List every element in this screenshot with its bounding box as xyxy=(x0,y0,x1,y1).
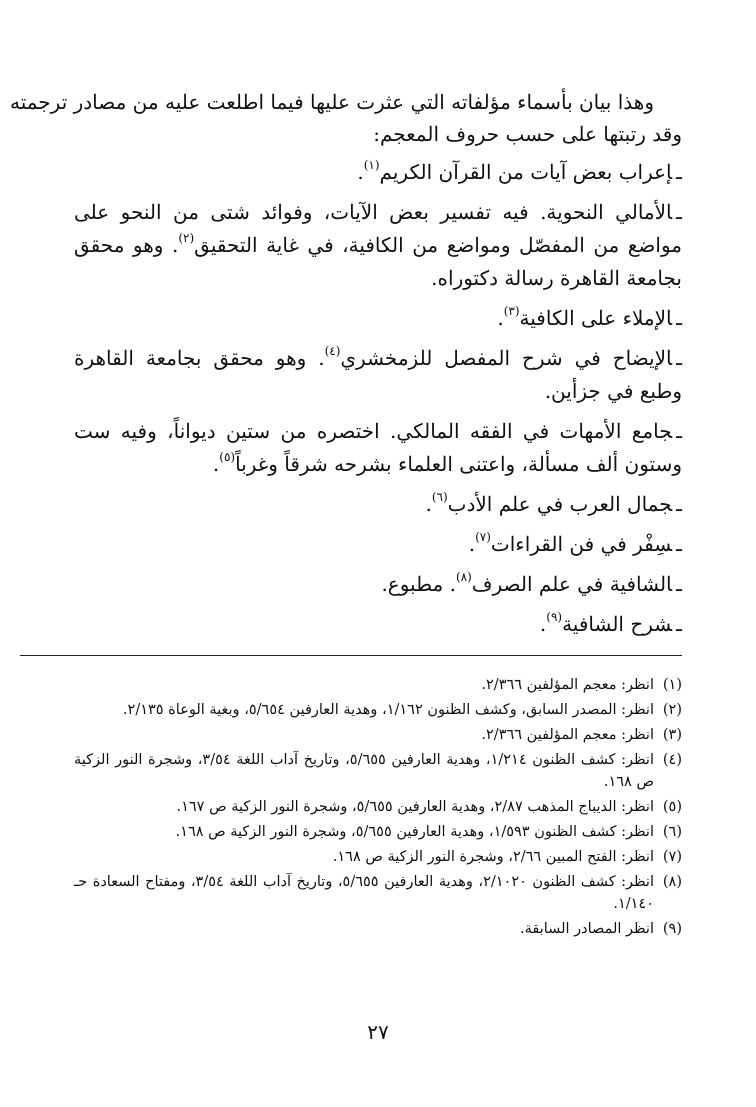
footnote-text: انظر: معجم المؤلفين ٢/٣٦٦. xyxy=(481,727,654,743)
footnote-number: (٦) xyxy=(662,824,682,840)
entry-text: الإملاء على الكافية xyxy=(519,306,673,330)
entry-dash: ـ xyxy=(676,492,682,516)
footnote xyxy=(74,821,682,843)
entry-after: . مطبوع. xyxy=(381,572,456,596)
entry-dash: ـ xyxy=(676,572,682,596)
works-list xyxy=(74,156,682,641)
entry-dash: ـ xyxy=(676,419,682,443)
entry-text: الإيضاح في شرح المفصل للزمخشري xyxy=(340,346,673,370)
footnote-number: (٨) xyxy=(662,874,682,890)
footnote xyxy=(74,749,682,793)
footnote-separator xyxy=(20,655,682,656)
entry-dash: ـ xyxy=(676,346,682,370)
entry-dash: ـ xyxy=(676,612,682,636)
entry-text: إعراب بعض آيات من القرآن الكريم xyxy=(379,160,673,184)
entry-after: . وهو محقق بجامعة القاهرة رسالة دكتوراه. xyxy=(74,233,682,290)
entry-after: . xyxy=(468,532,476,556)
footnote-ref[interactable]: (٣) xyxy=(503,304,520,318)
work-entry xyxy=(74,196,682,295)
footnote-text: انظر: كشف الظنون ٢/١٠٢٠، وهدية العارفين ٥/٦٥٥، وتاريخ آداب اللغة ٣/٥٤، ومفتاح السعادة حـ ١/١٤٠. xyxy=(74,874,654,912)
work-entry xyxy=(74,528,682,561)
work-entry xyxy=(74,568,682,601)
entry-after: . xyxy=(425,492,432,516)
entry-text: الأمالي النحوية. فيه تفسير بعض الآيات، وفوائد شتى من النحو على مواضع من المفصّل ومواضع من الكافية، في غاية التحقيق xyxy=(74,200,682,257)
footnote-ref[interactable]: (٨) xyxy=(455,570,472,584)
footnote-ref[interactable]: (٢) xyxy=(178,231,195,245)
footnote xyxy=(74,846,682,868)
entry-text: جمال العرب في علم الأدب xyxy=(447,492,673,516)
entry-text: الشافية في علم الصرف xyxy=(471,572,673,596)
main-text xyxy=(9,86,682,648)
footnote xyxy=(74,724,682,746)
intro-line-2: وقد رتبتها على حسب حروف المعجم: xyxy=(373,122,682,146)
footnote-number: (٤) xyxy=(662,752,682,768)
footnote-ref[interactable]: (٩) xyxy=(546,610,563,624)
footnote-number: (٣) xyxy=(662,727,682,743)
entry-dash: ـ xyxy=(676,532,682,556)
entry-after: . xyxy=(497,306,504,330)
work-entry xyxy=(74,608,682,641)
intro-paragraph xyxy=(9,86,682,150)
footnote-number: (٧) xyxy=(662,849,682,865)
footnote-text: انظر: كشف الظنون ١/٥٩٣، وهدية العارفين ٥/٦٥٥، وشجرة النور الزكية ص ١٦٨. xyxy=(175,824,654,840)
footnote-ref[interactable]: (٦) xyxy=(431,490,448,504)
work-entry xyxy=(74,488,682,521)
footnote-ref[interactable]: (٧) xyxy=(475,530,491,544)
footnote xyxy=(74,871,682,915)
footnote xyxy=(74,796,682,818)
work-entry xyxy=(74,156,682,189)
footnote-text: انظر: كشف الظنون ١/٢١٤، وهدية العارفين ٥/٦٥٥، وتاريخ آداب اللغة ٣/٥٤، وشجرة النور الزكية ص ١٦٨. xyxy=(74,752,654,790)
footnote-number: (١) xyxy=(662,677,682,693)
footnote-ref[interactable]: (١) xyxy=(363,158,380,172)
entry-after: . xyxy=(212,452,220,476)
footnote xyxy=(74,674,682,696)
footnote-ref[interactable]: (٥) xyxy=(219,450,236,464)
footnote-ref[interactable]: (٤) xyxy=(324,344,341,358)
footnote xyxy=(74,699,682,721)
entry-dash: ـ xyxy=(676,200,682,224)
footnote-text: انظر: المصدر السابق، وكشف الظنون ١/١٦٢، وهدية العارفين ٥/٦٥٤، وبغية الوعاة ٢/١٣٥. xyxy=(122,702,654,718)
page-number: ٢٧ xyxy=(367,1020,389,1044)
footnotes xyxy=(74,674,682,943)
footnote-text: انظر المصادر السابقة. xyxy=(519,921,654,937)
work-entry xyxy=(74,342,682,408)
footnote-number: (٩) xyxy=(662,921,682,937)
entry-after: . xyxy=(539,612,547,636)
work-entry xyxy=(74,415,682,481)
entry-after: . وهو محقق بجامعة القاهرة وطبع في جزأين. xyxy=(74,346,682,403)
footnote xyxy=(74,918,682,940)
footnote-text: انظر: الديباج المذهب ٢/٨٧، وهدية العارفين ٥/٦٥٥، وشجرة النور الزكية ص ١٦٧. xyxy=(176,799,654,815)
entry-dash: ـ xyxy=(676,160,682,184)
footnote-text: انظر: الفتح المبين ٢/٦٦، وشجرة النور الزكية ص ١٦٨. xyxy=(332,849,654,865)
entry-text: جامع الأمهات في الفقه المالكي. اختصره من ستين ديواناً، وفيه ست وستون ألف مسألة، واعتنى العلماء بشرحه شرقاً وغرباً xyxy=(74,419,682,476)
footnote-text: انظر: معجم المؤلفين ٢/٣٦٦. xyxy=(481,677,654,693)
work-entry xyxy=(74,302,682,335)
footnote-number: (٢) xyxy=(662,702,682,718)
footnote-number: (٥) xyxy=(662,799,682,815)
intro-line-1: وهذا بيان بأسماء مؤلفاته التي عثرت عليها فيما اطلعت عليه من مصادر ترجمته xyxy=(9,90,654,114)
entry-text: سِفْر في فن القراءات xyxy=(490,532,673,556)
entry-dash: ـ xyxy=(676,306,682,330)
entry-text: شرح الشافية xyxy=(562,612,673,636)
entry-after: . xyxy=(357,160,364,184)
